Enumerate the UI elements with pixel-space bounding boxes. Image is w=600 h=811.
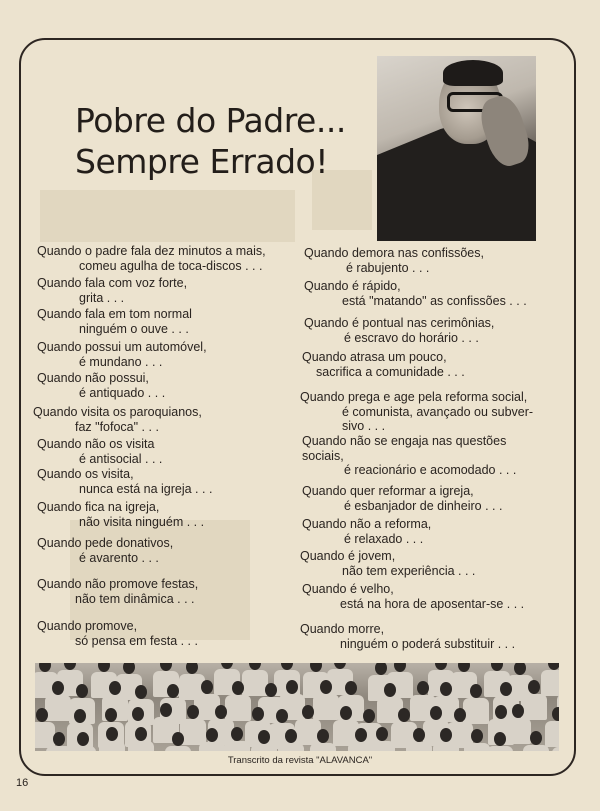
list-item: Quando não a reforma, é relaxado . . .	[302, 517, 432, 546]
crowd-figure-head	[471, 729, 483, 743]
list-item: Quando é jovem, não tem experiência . . .	[300, 549, 476, 578]
list-item: Quando é rápido, está "matando" as confissões . . .	[304, 279, 527, 308]
article-title	[75, 100, 346, 182]
page-number: 16	[16, 777, 29, 789]
crowd-figure-head	[500, 682, 512, 696]
crowd-figure-body	[128, 741, 154, 751]
crowd-figure-head	[363, 709, 375, 723]
crowd-figure-head	[53, 732, 65, 746]
crowd-figure-head	[528, 680, 540, 694]
crowd-figure-body	[406, 742, 432, 751]
crowd-figure-body	[313, 694, 339, 720]
crowd-figure-head	[394, 663, 406, 672]
crowd-figure-head	[98, 663, 110, 672]
crowd-figure-head	[440, 682, 452, 696]
crowd-figure-head	[186, 663, 198, 674]
crowd-figure-head	[39, 663, 51, 672]
crowd-figure-head	[552, 707, 559, 721]
crowd-figure-body	[225, 695, 251, 721]
crowd-figure-head	[160, 663, 172, 671]
list-item: Quando quer reformar a igreja, é esbanjador de dinheiro . . .	[302, 484, 503, 513]
crowd-figure-head	[494, 732, 506, 746]
crowd-figure-head	[36, 708, 48, 722]
crowd-figure-body	[224, 741, 250, 751]
crowd-figure-body	[463, 698, 489, 724]
list-item: Quando não possui, é antiquado . . .	[37, 371, 166, 400]
crowd-figure-head	[172, 732, 184, 746]
list-item: Quando o padre fala dez minutos a mais, comeu agulha de toca-discos . . .	[37, 244, 266, 273]
crowd-figure-head	[375, 663, 387, 675]
crowd-figure-body	[70, 746, 96, 751]
crowd-figure-body	[433, 742, 459, 751]
crowd-figure-head	[440, 728, 452, 742]
crowd-figure-body	[242, 670, 268, 696]
crowd-figure-head	[355, 728, 367, 742]
crowd-figure-body	[310, 743, 336, 751]
list-item: Quando demora nas confissões, é rabujento . . .	[304, 246, 484, 275]
crowd-figure-body	[278, 743, 304, 751]
crowd-figure-head	[187, 705, 199, 719]
list-item: Quando promove, só pensa em festa . . .	[37, 619, 198, 648]
crowd-figure-head	[74, 709, 86, 723]
crowd-figure-head	[231, 727, 243, 741]
crowd-figure-body	[464, 743, 490, 751]
list-item: Quando fica na igreja, não visita ninguém . . .	[37, 500, 205, 529]
crowd-figure-body	[521, 694, 547, 720]
crowd-figure-head	[454, 708, 466, 722]
crowd-figure-head	[320, 680, 332, 694]
crowd-figure-body	[251, 744, 277, 751]
crowd-figure-body	[369, 741, 395, 751]
list-item: Quando os visita, nunca está na igreja . . .	[37, 467, 213, 496]
crowd-figure-head	[340, 706, 352, 720]
list-item: Quando fala em tom normal ninguém o ouve . . .	[37, 307, 192, 336]
crowd-figure-head	[105, 708, 117, 722]
crowd-figure-head	[310, 663, 322, 672]
list-item: Quando pede donativos, é avarento . . .	[37, 536, 174, 565]
crowd-figure-body	[35, 722, 55, 748]
list-item: Quando é pontual nas cerimônias, é escravo do horário . . .	[304, 316, 495, 345]
list-item: Quando visita os paroquianos, faz "fofoca" . . .	[33, 405, 202, 434]
crowd-figure-head	[376, 727, 388, 741]
congregation-photo	[35, 663, 559, 751]
crowd-figure-head	[109, 681, 121, 695]
photo-hair	[443, 60, 503, 86]
crowd-figure-head	[470, 684, 482, 698]
crowd-figure-body	[199, 742, 225, 751]
crowd-figure-head	[249, 663, 261, 670]
crowd-figure-head	[281, 663, 293, 670]
crowd-figure-head	[160, 703, 172, 717]
crowd-figure-head	[530, 731, 542, 745]
priest-photo	[377, 56, 536, 241]
crowd-figure-head	[258, 730, 270, 744]
list-item: Quando não os visita é antisocial . . .	[37, 437, 163, 466]
list-item: Quando possui um automóvel, é mundano . . .	[37, 340, 207, 369]
crowd-figure-body	[505, 718, 531, 744]
crowd-figure-head	[252, 707, 264, 721]
list-item: Quando é velho, está na hora de aposentar-se . . .	[302, 582, 525, 611]
crowd-figure-head	[345, 681, 357, 695]
title-line-2: Sempre Errado!	[75, 142, 328, 181]
crowd-figure-body	[45, 695, 71, 721]
crowd-figure-head	[265, 683, 277, 697]
crowd-figure-head	[302, 705, 314, 719]
photo-caption: Transcrito da revista "ALAVANCA"	[227, 755, 373, 766]
list-item: Quando prega e age pela reforma social, é comunista, avançado ou subver- sivo . . .	[300, 390, 534, 433]
crowd-figure-head	[206, 728, 218, 742]
crowd-figure-head	[430, 706, 442, 720]
crowd-figure-head	[52, 681, 64, 695]
crowd-figure-head	[495, 705, 507, 719]
crowd-figure-body	[523, 745, 549, 751]
crowd-figure-head	[491, 663, 503, 671]
crowd-figure-head	[276, 709, 288, 723]
list-item: Quando não se engaja nas questões sociais, é reacionário e acomodado . . .	[302, 434, 517, 477]
crowd-figure-body	[165, 746, 191, 751]
list-item: Quando atrasa um pouco, sacrifica a comunidade . . .	[302, 350, 465, 379]
crowd-figure-body	[487, 746, 513, 751]
crowd-figure-body	[541, 670, 559, 696]
crowd-figure-head	[135, 685, 147, 699]
crowd-figure-head	[64, 663, 76, 670]
list-item: Quando não promove festas, não tem dinâmica . . .	[37, 577, 199, 606]
crowd-figure-head	[317, 729, 329, 743]
crowd-figure-body	[99, 741, 125, 751]
crowd-figure-head	[435, 663, 447, 670]
crowd-figure-head	[413, 728, 425, 742]
crowd-figure-head	[398, 708, 410, 722]
crowd-figure-body	[545, 721, 559, 747]
crowd-figure-head	[201, 680, 213, 694]
crowd-figure-head	[285, 729, 297, 743]
crowd-figure-head	[548, 663, 559, 670]
crowd-figure-head	[123, 663, 135, 674]
crowd-figure-head	[384, 683, 396, 697]
list-item: Quando morre, ninguém o poderá substituir . . .	[300, 622, 516, 651]
crowd-figure-head	[514, 663, 526, 675]
title-line-1: Pobre do Padre...	[75, 101, 346, 140]
crowd-figure-head	[458, 663, 470, 672]
crowd-figure-body	[46, 746, 72, 751]
crowd-figure-body	[552, 747, 559, 751]
crowd-figure-head	[76, 684, 88, 698]
list-item: Quando fala com voz forte, grita . . .	[37, 276, 188, 305]
